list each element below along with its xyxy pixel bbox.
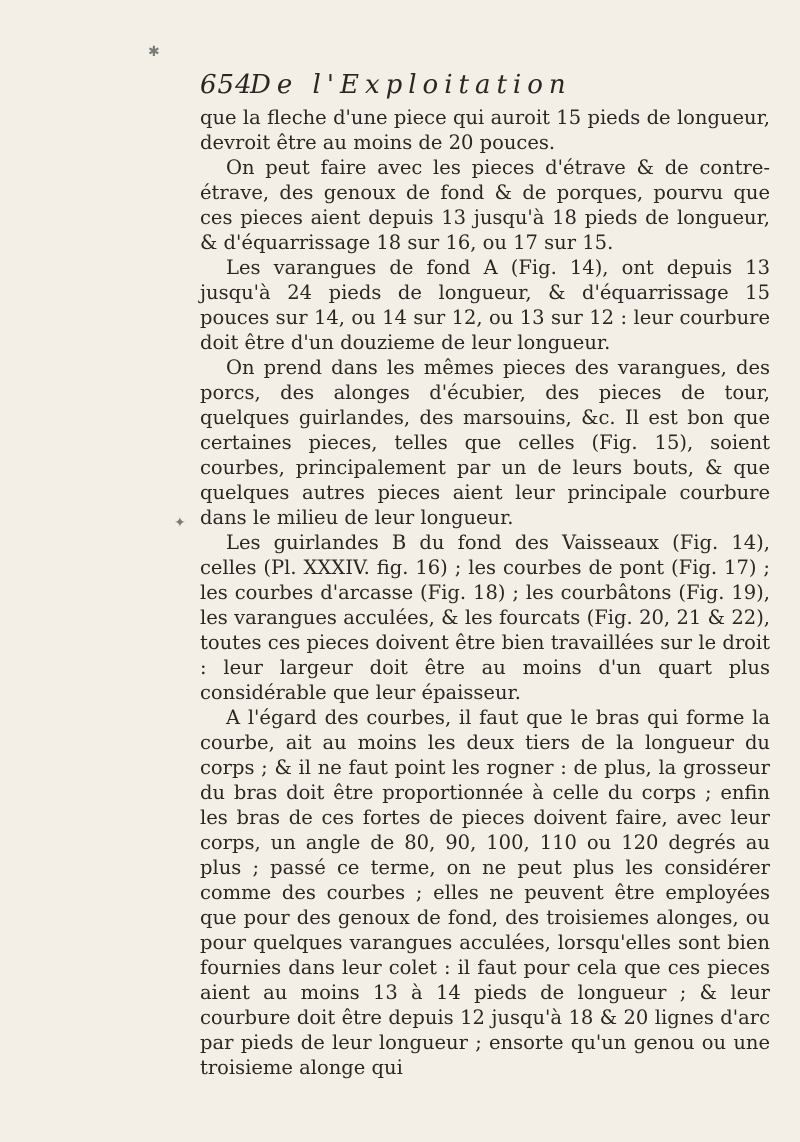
paragraph: On peut faire avec les pieces d'étrave & de contre-étrave, des genoux de fond & de porques, pourvu que ces pieces aient depuis 13 jusqu'à 18 pieds de longueur, & d'équarrissage 18 sur 16, ou 17 sur 15.	[200, 156, 770, 254]
paragraph: Les guirlandes B du fond des Vaisseaux (Fig. 14), celles (Pl. XXXIV. fig. 16) ; les courbes de pont (Fig. 17) ; les courbes d'arcasse (Fig. 18) ; les courbâtons (Fig. 19), les varangues acculées, & les fourcats (Fig. 20, 21 & 22), toutes ces pieces doivent être bien travaillées sur le droit : leur largeur doit être au moins d'un quart plus considérable que leur épaisseur.	[200, 531, 770, 704]
paragraph: Les varangues de fond A (Fig. 14), ont depuis 13 jusqu'à 24 pieds de longueur, & d'équarrissage 15 pouces sur 14, ou 14 sur 12, ou 13 sur 12 : leur courbure doit être d'un douzieme de leur longueur.	[200, 256, 770, 354]
paragraph: que la fleche d'une piece qui auroit 15 pieds de longueur, devroit être au moins de 20 pouces.	[200, 106, 770, 154]
paragraph: A l'égard des courbes, il faut que le bras qui forme la courbe, ait au moins les deux tiers de la longueur du corps ; & il ne faut point les rogner : de plus, la grosseur du bras doit être proportionnée à celle du corps ; enfin les bras de ces fortes de pieces doivent faire, avec leur corps, un angle de 80, 90, 100, 110 ou 120 degrés au plus ; passé ce terme, on ne peut plus les considérer comme des courbes ; elles ne peuvent être employées que pour des genoux de fond, des troisiemes alonges, ou pour quelques varangues acculées, lorsqu'elles sont bien fournies dans leur colet : il faut pour cela que ces pieces aient au moins 13 à 14 pieds de longueur ; & leur courbure doit être depuis 12 jusqu'à 18 & 20 lignes d'arc par pieds de leur longueur ; ensorte qu'un genou ou une troisieme alonge qui	[200, 706, 770, 1079]
running-title: De l'Exploitation	[250, 70, 572, 100]
body-text	[200, 105, 770, 1080]
paragraph: On prend dans les mêmes pieces des varangues, des porcs, des alonges d'écubier, des pieces de tour, quelques guirlandes, des marsouins, &c. Il est bon que certaines pieces, telles que celles (Fig. 15), soient courbes, principalement par un de leurs bouts, & que quelques autres pieces aient leur principale courbure dans le milieu de leur longueur.	[200, 356, 770, 529]
page-number: 654	[200, 70, 253, 100]
page-header	[200, 70, 720, 110]
margin-mark-icon: ✱	[148, 44, 160, 60]
margin-mark-icon: ✦	[174, 515, 186, 531]
